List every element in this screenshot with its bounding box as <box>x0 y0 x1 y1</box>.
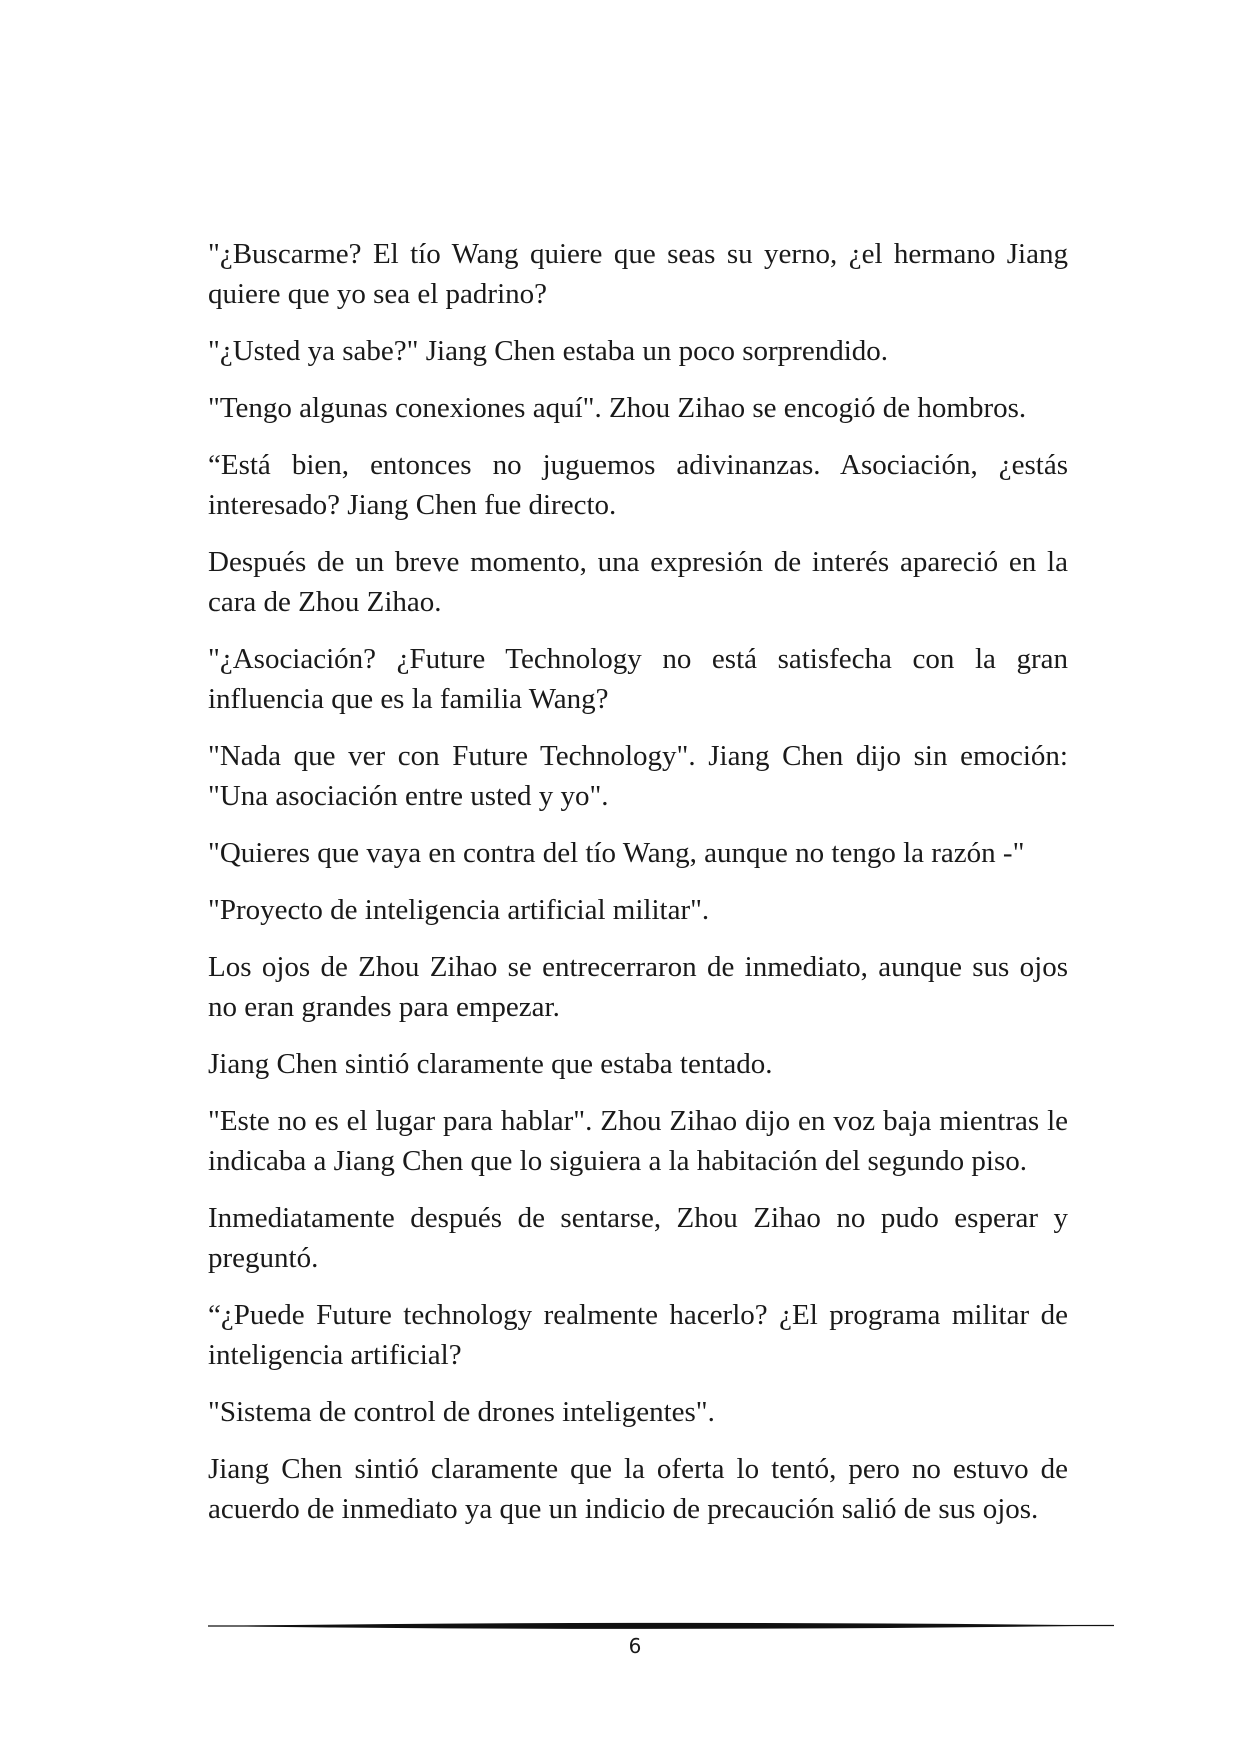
paragraph: Después de un breve momento, una expresión de interés apareció en la cara de Zhou Zihao. <box>208 546 1068 618</box>
body-text <box>208 234 1068 1546</box>
paragraph: "Quieres que vaya en contra del tío Wang, aunque no tengo la razón -" <box>208 837 1025 869</box>
paragraph: "Este no es el lugar para hablar". Zhou Zihao dijo en voz baja mientras le indicaba a Jiang Chen que lo siguiera a la habitación del segundo piso. <box>208 1105 1068 1177</box>
paragraph: Jiang Chen sintió claramente que estaba tentado. <box>208 1048 773 1080</box>
paragraph: "Proyecto de inteligencia artificial militar". <box>208 894 710 926</box>
paragraph: Los ojos de Zhou Zihao se entrecerraron de inmediato, aunque sus ojos no eran grandes para empezar. <box>208 951 1068 1023</box>
paragraph: "Sistema de control de drones inteligentes". <box>208 1396 715 1428</box>
paragraph: “Está bien, entonces no juguemos adivinanzas. Asociación, ¿estás interesado? Jiang Chen fue directo. <box>208 449 1068 521</box>
paragraph: “¿Puede Future technology realmente hacerlo? ¿El programa militar de inteligencia artificial? <box>208 1299 1068 1371</box>
page-number: 6 <box>628 1634 642 1658</box>
paragraph: "¿Buscarme? El tío Wang quiere que seas su yerno, ¿el hermano Jiang quiere que yo sea el padrino? <box>208 238 1068 310</box>
paragraph: Inmediatamente después de sentarse, Zhou Zihao no pudo esperar y preguntó. <box>208 1202 1068 1274</box>
paragraph: "Nada que ver con Future Technology". Jiang Chen dijo sin emoción: "Una asociación entre usted y yo". <box>208 740 1068 812</box>
paragraph: Jiang Chen sintió claramente que la oferta lo tentó, pero no estuvo de acuerdo de inmediato ya que un indicio de precaución salió de sus ojos. <box>208 1453 1068 1525</box>
paragraph: "¿Asociación? ¿Future Technology no está satisfecha con la gran influencia que es la familia Wang? <box>208 643 1068 715</box>
paragraph: "¿Usted ya sabe?" Jiang Chen estaba un poco sorprendido. <box>208 335 889 367</box>
paragraph: "Tengo algunas conexiones aquí". Zhou Zihao se encogió de hombros. <box>208 392 1027 424</box>
footer-divider <box>208 1620 1114 1632</box>
